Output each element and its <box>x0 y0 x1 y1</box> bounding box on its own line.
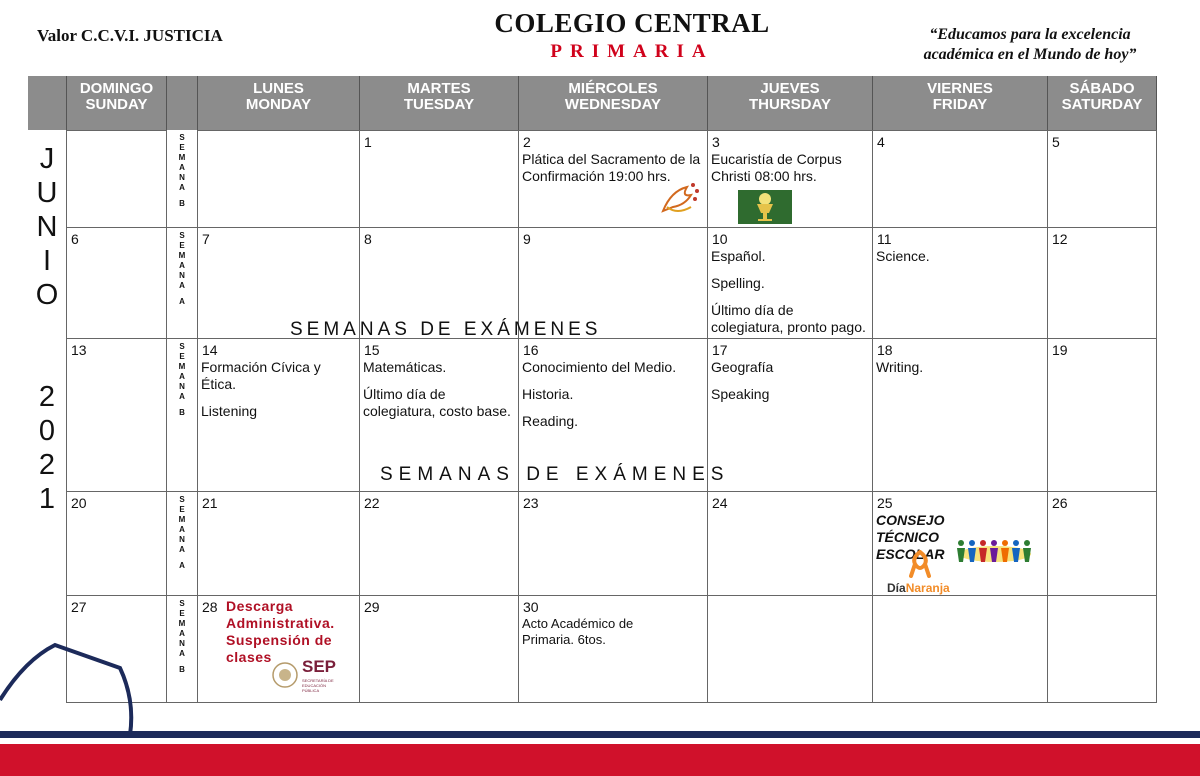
semana-letter: A <box>179 545 185 554</box>
day-cell <box>1048 339 1157 492</box>
year-digit: 1 <box>38 483 56 515</box>
day-number: 8 <box>364 231 372 247</box>
day-number: 11 <box>877 231 892 247</box>
day-number: 28 <box>202 599 218 615</box>
event-text: Speaking <box>711 386 770 402</box>
day-cell <box>198 339 360 492</box>
day-number: 25 <box>877 495 893 511</box>
event-text: Español. <box>711 248 766 264</box>
day-cell <box>519 492 708 596</box>
semana-letter: E <box>179 352 185 361</box>
day-events <box>522 616 662 648</box>
day-number: 5 <box>1052 134 1060 150</box>
day-cell <box>873 596 1048 703</box>
day-events <box>363 359 515 420</box>
semana-header <box>167 76 198 130</box>
day-cell <box>708 339 873 492</box>
day-events <box>711 359 869 403</box>
day-number: 14 <box>202 342 218 358</box>
semana-week: A <box>179 297 185 306</box>
day-number: 19 <box>1052 342 1068 358</box>
day-number: 21 <box>202 495 218 511</box>
day-cell <box>198 492 360 596</box>
event-text: Descarga Administrativa. Suspensión de clases <box>226 598 335 665</box>
semana-letter: N <box>179 535 185 544</box>
semana-letter: A <box>179 261 185 270</box>
semana-letter: E <box>179 143 185 152</box>
day-header-top: MARTES <box>407 80 471 97</box>
header-value: Valor C.C.V.I. JUSTICIA <box>37 26 223 45</box>
day-header-top: LUNES <box>253 80 304 97</box>
semana-letter: E <box>179 609 185 618</box>
semana-label <box>167 130 198 228</box>
day-cell <box>67 339 167 492</box>
event-gap <box>711 376 869 386</box>
day-number: 1 <box>364 134 372 150</box>
day-header-bottom: THURSDAY <box>749 96 831 113</box>
day-cell <box>67 596 167 703</box>
school-name: COLEGIO CENTRAL <box>494 8 770 38</box>
event-text: Último día de colegiatura, costo base. <box>363 386 511 419</box>
day-events <box>711 248 869 336</box>
day-number: 12 <box>1052 231 1068 247</box>
day-number: 20 <box>71 495 87 511</box>
day-cell <box>360 596 519 703</box>
day-cell <box>873 492 1048 596</box>
day-number: 29 <box>364 599 380 615</box>
day-number: 22 <box>364 495 380 511</box>
event-text: Spelling. <box>711 275 765 291</box>
day-number: 18 <box>877 342 893 358</box>
event-gap <box>522 376 704 386</box>
day-header-bottom: FRIDAY <box>932 96 988 113</box>
event-gap <box>363 376 515 386</box>
semana-letter: S <box>179 133 185 142</box>
day-cell <box>1048 228 1157 339</box>
day-number: 9 <box>523 231 531 247</box>
day-number: 27 <box>71 599 87 615</box>
semana-letter: A <box>179 183 185 192</box>
day-cell <box>67 228 167 339</box>
day-cell <box>708 596 873 703</box>
day-cell <box>67 130 167 228</box>
event-text: Science. <box>876 248 930 264</box>
semana-letter: A <box>179 163 185 172</box>
day-cell <box>708 228 873 339</box>
mexico-seal-icon <box>272 662 298 688</box>
dia-naranja-logo <box>887 580 950 597</box>
event-text: Último día de colegiatura, pronto pago. <box>711 302 866 335</box>
year-digit: 0 <box>38 415 56 447</box>
event-text: Matemáticas. <box>363 359 447 375</box>
semana-letter: M <box>178 619 186 628</box>
day-cell <box>1048 492 1157 596</box>
semana-letter: S <box>179 231 185 240</box>
school-motto <box>880 25 1180 65</box>
exam-banner: SEMANAS DE EXÁMENES <box>290 319 602 340</box>
day-header <box>360 76 519 130</box>
day-number: 16 <box>523 342 539 358</box>
day-cell <box>360 492 519 596</box>
calendar-grid <box>28 76 1157 703</box>
day-events <box>226 598 351 666</box>
month-column <box>28 130 67 703</box>
day-number: 24 <box>712 495 728 511</box>
semana-week: B <box>179 408 185 417</box>
orange-ribbon-icon <box>909 550 931 578</box>
day-cell <box>519 130 708 228</box>
day-events <box>876 359 1044 376</box>
semana-week: A <box>179 561 185 570</box>
day-cell <box>360 130 519 228</box>
semana-letter: A <box>179 629 185 638</box>
month-letter: N <box>36 211 58 243</box>
day-events <box>522 359 704 430</box>
event-text: Historia. <box>522 386 574 402</box>
day-cell <box>1048 596 1157 703</box>
semana-week: B <box>179 665 185 674</box>
event-gap <box>201 393 356 403</box>
day-cell <box>519 596 708 703</box>
month-letter: I <box>42 245 52 277</box>
semana-letter: A <box>179 281 185 290</box>
event-text: Formación Cívica y Ética. <box>201 359 321 392</box>
day-header-top: MIÉRCOLES <box>568 80 658 97</box>
day-cell <box>708 492 873 596</box>
sep-subtext: SECRETARÍA DE EDUCACIÓN PÚBLICA <box>302 678 334 693</box>
day-events <box>711 151 869 185</box>
event-text: CONSEJO TÉCNICO ESCOLAR <box>876 512 945 562</box>
day-header-top: JUEVES <box>760 80 820 97</box>
day-cell <box>873 228 1048 339</box>
month-letters <box>28 130 66 516</box>
semana-letter: S <box>179 342 185 351</box>
day-header-bottom: SUNDAY <box>85 96 148 113</box>
day-number: 13 <box>71 342 87 358</box>
day-number: 6 <box>71 231 79 247</box>
dia-naranja-word: Naranja <box>905 581 950 595</box>
day-number: 17 <box>712 342 728 358</box>
day-number: 26 <box>1052 495 1068 511</box>
day-header <box>198 76 360 130</box>
day-number: 23 <box>523 495 539 511</box>
semana-letter: M <box>178 515 186 524</box>
day-header <box>873 76 1048 130</box>
day-header-bottom: MONDAY <box>245 96 312 113</box>
semana-letter: N <box>179 382 185 391</box>
day-header <box>1048 76 1157 130</box>
day-header-top: DOMINGO <box>79 80 154 97</box>
event-text: Geografía <box>711 359 774 375</box>
day-cell <box>873 339 1048 492</box>
semana-letter: E <box>179 505 185 514</box>
event-text: Eucaristía de Corpus Christi 08:00 hrs. <box>711 151 842 184</box>
semana-letter: E <box>179 241 185 250</box>
day-number: 2 <box>523 134 531 150</box>
school-level: PRIMARIA <box>550 41 714 62</box>
month-letter: J <box>39 143 55 175</box>
semana-letter: A <box>179 649 185 658</box>
event-gap <box>522 403 704 413</box>
semana-letter: N <box>179 639 185 648</box>
motto-line: “Educamos para la excelencia <box>929 26 1131 43</box>
semana-label <box>167 492 198 596</box>
day-number: 15 <box>364 342 380 358</box>
semana-label <box>167 596 198 703</box>
semana-letter: A <box>179 525 185 534</box>
event-gap <box>711 265 869 275</box>
day-cell <box>708 130 873 228</box>
semana-letter: M <box>178 362 186 371</box>
event-gap <box>711 292 869 302</box>
day-number: 30 <box>523 599 539 615</box>
event-text: Conocimiento del Medio. <box>522 359 677 375</box>
day-header <box>67 76 167 130</box>
day-events <box>876 248 1044 265</box>
semana-label <box>167 339 198 492</box>
day-cell <box>1048 130 1157 228</box>
day-number: 4 <box>877 134 885 150</box>
semana-letter: S <box>179 495 185 504</box>
day-cell <box>198 596 360 703</box>
semana-letter: M <box>178 153 186 162</box>
month-letter: O <box>35 279 59 311</box>
semana-letter: A <box>179 392 185 401</box>
event-text: Plática del Sacramento de la Confirmación 19:00 hrs. <box>522 151 701 184</box>
year-digit: 2 <box>38 381 56 413</box>
day-number: 3 <box>712 134 720 150</box>
day-cell <box>67 492 167 596</box>
semana-week: B <box>179 199 185 208</box>
semana-letter: M <box>178 251 186 260</box>
semana-label <box>167 228 198 339</box>
header-corner <box>28 76 67 130</box>
day-header <box>708 76 873 130</box>
event-text: Writing. <box>876 359 924 375</box>
day-header-bottom: TUESDAY <box>403 96 475 113</box>
day-cell <box>873 130 1048 228</box>
sep-text: SEP <box>302 657 337 676</box>
semana-letter: S <box>179 599 185 608</box>
day-events <box>201 359 356 420</box>
event-text: Reading. <box>522 413 579 429</box>
dove-icon <box>657 177 701 221</box>
event-text: Listening <box>201 403 258 419</box>
day-header-top: VIERNES <box>927 80 993 97</box>
day-header <box>519 76 708 130</box>
day-cell <box>198 130 360 228</box>
semana-letter: N <box>179 271 185 280</box>
exam-banner: SEMANAS DE EXÁMENES <box>380 464 730 485</box>
month-spacer <box>28 312 66 380</box>
semana-letter: N <box>179 173 185 182</box>
dia-naranja-word: Día <box>887 581 906 595</box>
day-header-top: SÁBADO <box>1069 80 1135 97</box>
day-header-bottom: SATURDAY <box>1061 96 1143 113</box>
chalice-icon <box>738 190 792 224</box>
day-header-bottom: WEDNESDAY <box>564 96 662 113</box>
day-number: 10 <box>712 231 728 247</box>
people-circle-icon <box>955 536 1035 566</box>
sep-logo <box>272 658 342 698</box>
event-text: Acto Académico de Primaria. 6tos. <box>522 616 634 647</box>
semana-letter: A <box>179 372 185 381</box>
day-number: 7 <box>202 231 210 247</box>
year-digit: 2 <box>38 449 56 481</box>
month-letter: U <box>36 177 58 209</box>
motto-line: académica en el Mundo de hoy” <box>923 46 1137 63</box>
